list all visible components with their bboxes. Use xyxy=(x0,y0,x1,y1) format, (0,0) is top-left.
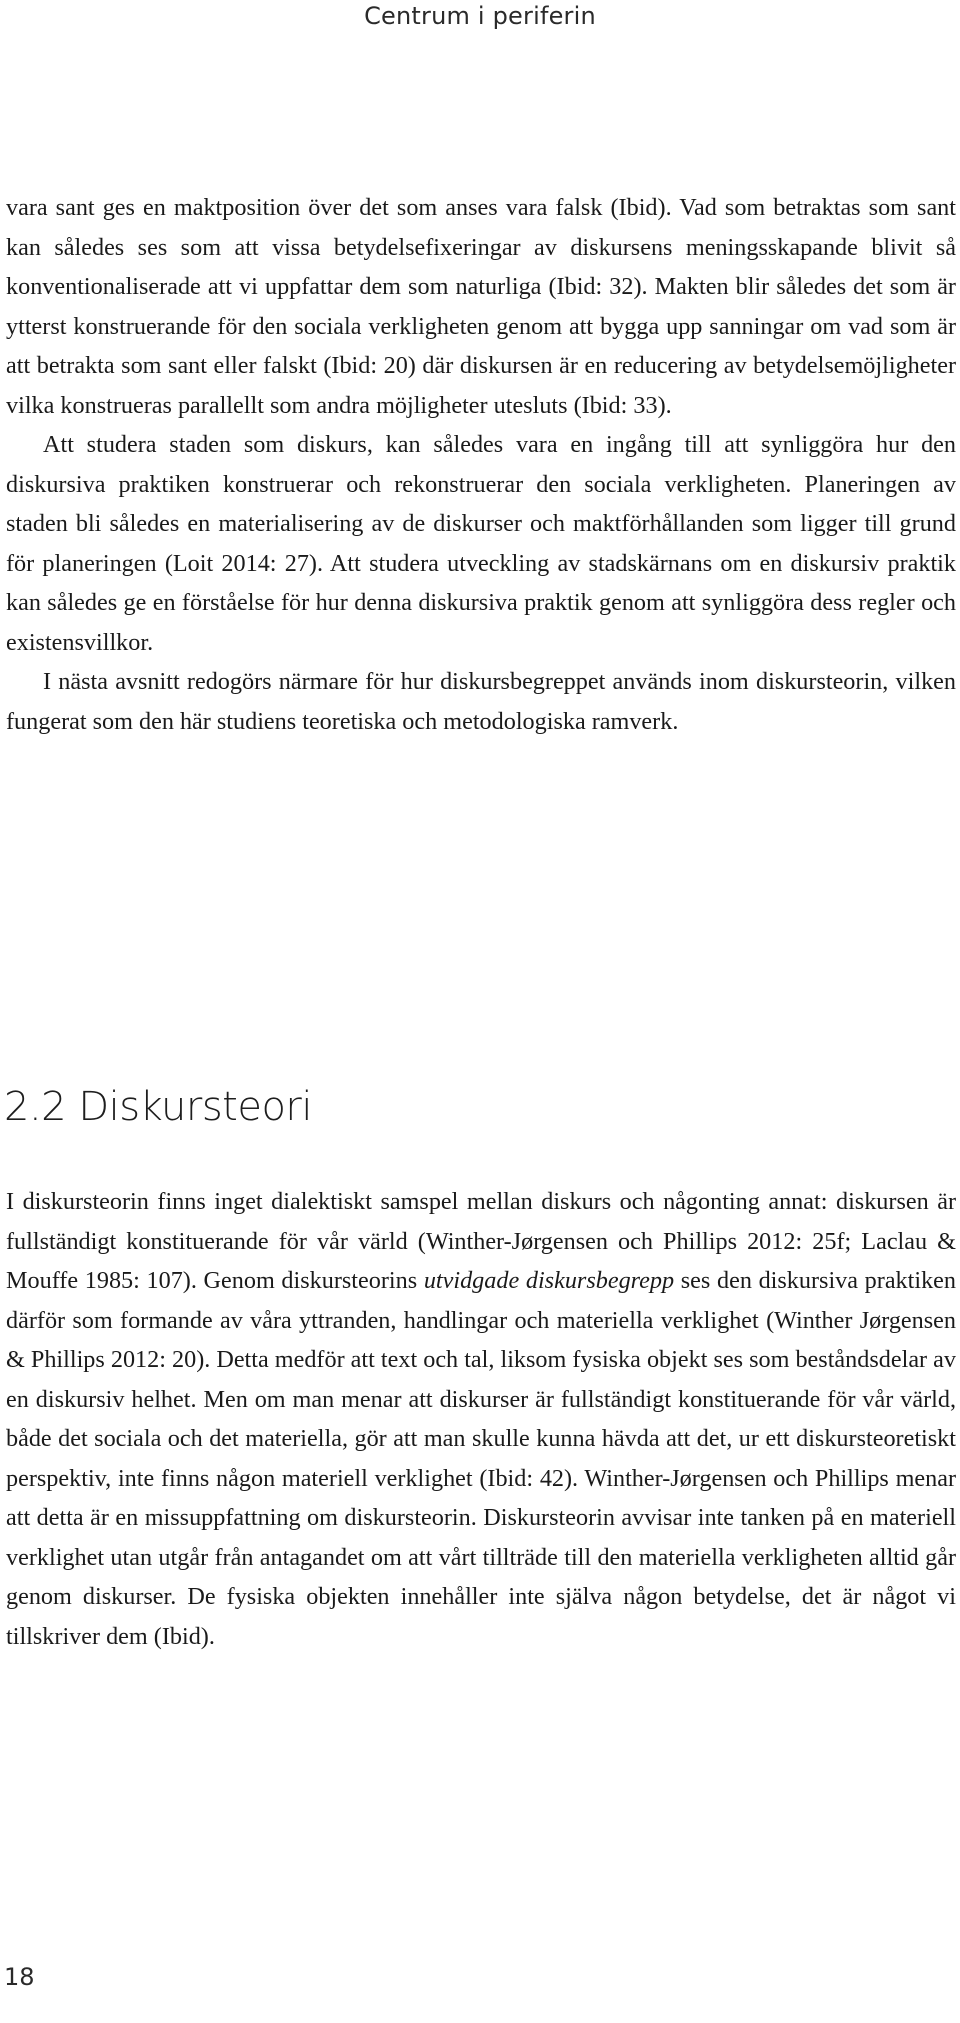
body-text-section-2 xyxy=(6,1182,956,1656)
paragraph-text: I diskursteorin finns inget dialektiskt samspel mellan diskurs och någonting annat: diskursen är fullständigt konstituerande för vår värld (Winther-Jørgensen och Phillips 2012: 25f; Laclau & Mouffe 1985: 107). Genom diskursteorins xyxy=(6,1188,956,1294)
running-header: Centrum i periferin xyxy=(364,2,596,30)
paragraph xyxy=(6,1182,956,1656)
paragraph: I nästa avsnitt redogörs närmare för hur diskursbegreppet används inom diskursteorin, vilken fungerat som den här studiens teoretiska och metodologiska ramverk. xyxy=(6,668,956,735)
paragraph: vara sant ges en maktposition över det som anses vara falsk (Ibid). Vad som betraktas som sant kan således ses som att vissa betydelsefixeringar av diskursens meningsskapande blivit så konventionaliserade att vi uppfattar dem som naturliga (Ibid: 32). Makten blir således det som är ytterst konstruerande för den sociala verkligheten genom att bygga upp sanningar om vad som är att betrakta som sant eller falskt (Ibid: 20) där diskursen är en reducering av betydelsemöjligheter vilka konstrueras parallellt som andra möjligheter utesluts (Ibid: 33). xyxy=(6,194,956,419)
paragraph-text: ses den diskursiva praktiken därför som formande av våra yttranden, handlingar och materiella verklighet (Winther Jørgensen & Phillips 2012: 20). Detta medför att text och tal, liksom fysiska objekt ses som beståndsdelar av en diskursiv helhet. Men om man menar att diskurser är fullständigt konstituerande för vår värld, både det sociala och det materiella, gör att man skulle kunna hävda att det, ur ett diskursteoretiskt perspektiv, inte finns någon materiell verklighet (Ibid: 42). Winther-Jørgensen och Phillips menar att detta är en missuppfattning om diskursteorin. Diskursteorin avvisar inte tanken på en materiell verklighet utan utgår från antagandet om att vårt tillträde till den materiella verkligheten alltid går genom diskurser. De fysiska objekten innehåller inte själva någon betydelse, det är något vi tillskriver dem (Ibid). xyxy=(6,1267,957,1650)
italic-term: utvidgade diskursbegrepp xyxy=(423,1267,675,1294)
body-text-section-1 xyxy=(6,188,956,741)
section-heading: 2.2 Diskursteori xyxy=(4,1084,312,1130)
paragraph: Att studera staden som diskurs, kan således vara en ingång till att synliggöra hur den diskursiva praktiken konstruerar och rekonstruerar den sociala verkligheten. Planeringen av staden bli således en materialisering av de diskurser och maktförhållanden som ligger till grund för planeringen (Loit 2014: 27). Att studera utveckling av stadskärnans om en diskursiv praktik kan således ge en förståelse för hur denna diskursiva praktik genom att synliggöra dess regler och existensvillkor. xyxy=(6,431,956,656)
page-number: 18 xyxy=(4,1963,35,1991)
